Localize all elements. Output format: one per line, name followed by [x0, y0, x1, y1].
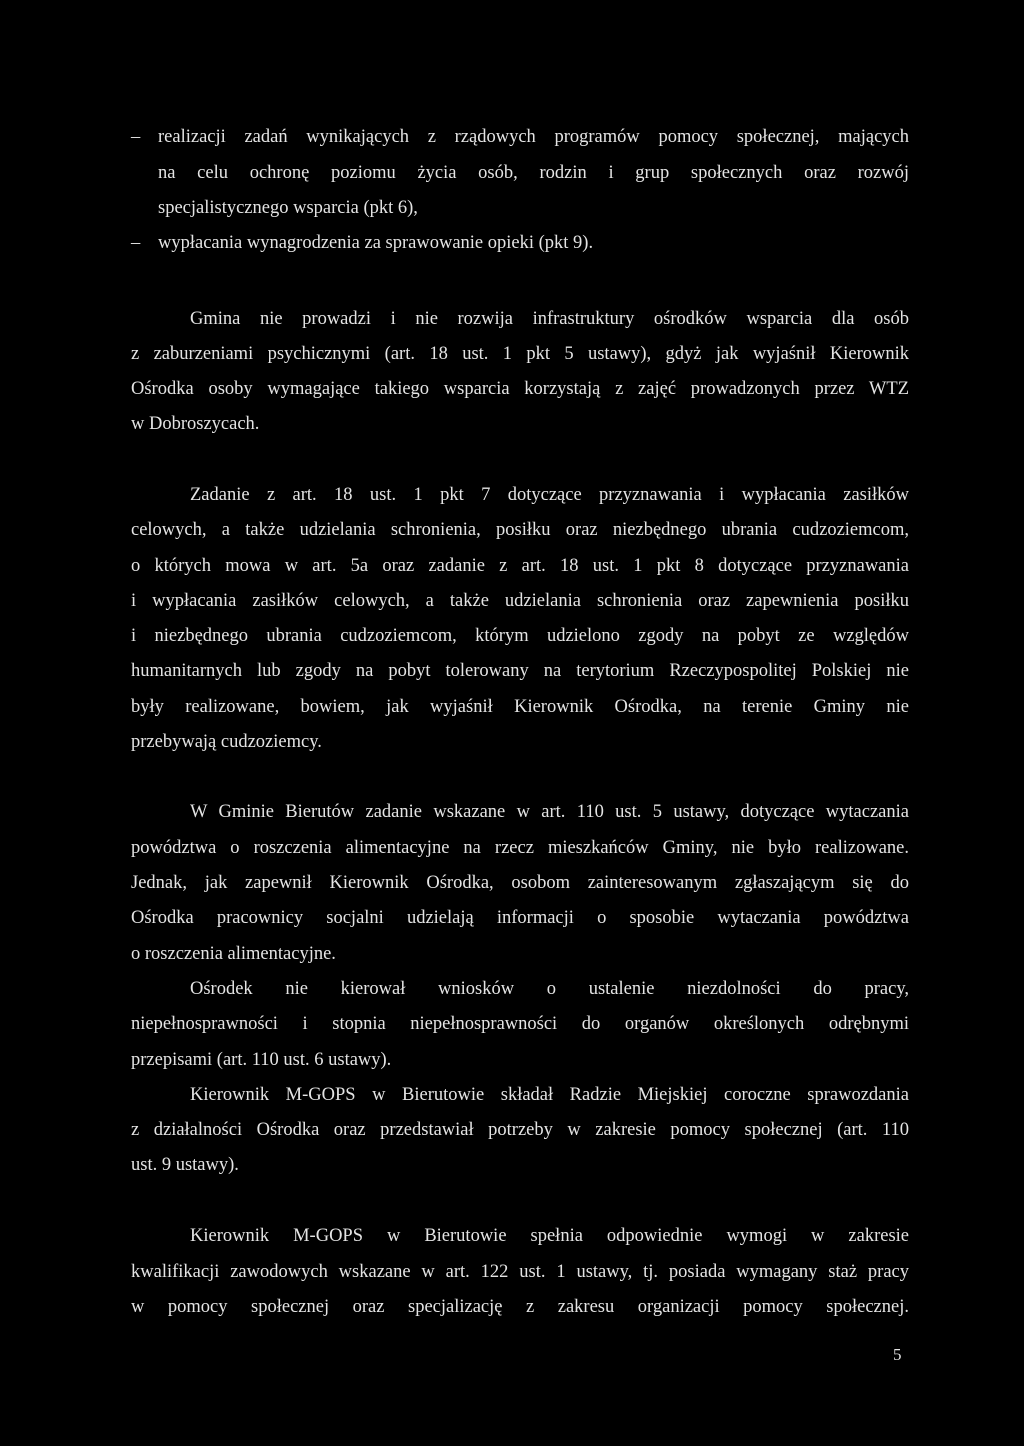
text-line: Zadanie z art. 18 ust. 1 pkt 7 dotyczące przyznawania i wypłacania zasiłków [190, 485, 909, 505]
text-line: Ośrodek nie kierował wniosków o ustalenie niezdolności do pracy, [190, 979, 909, 999]
text-line: przepisami (art. 110 ust. 6 ustawy). [131, 1050, 392, 1070]
text-line: Ośrodka pracownicy socjalni udzielają informacji o sposobie wytaczania powództwa [131, 908, 909, 928]
text-line: celowych, a także udzielania schronienia, posiłku oraz niezbędnego ubrania cudzoziemcom, [131, 520, 909, 540]
text-line: niepełnosprawności i stopnia niepełnosprawności do organów określonych odrębnymi [131, 1014, 909, 1034]
text-line: o roszczenia alimentacyjne. [131, 944, 336, 964]
bullet-dash: – [131, 127, 141, 147]
page-number: 5 [893, 1345, 902, 1364]
text-line: o których mowa w art. 5a oraz zadanie z art. 18 ust. 1 pkt 8 dotyczące przyznawania [131, 556, 909, 576]
text-line: Ośrodka osoby wymagające takiego wsparcia korzystają z zajęć prowadzonych przez WTZ [131, 379, 909, 399]
text-line: były realizowane, bowiem, jak wyjaśnił Kierownik Ośrodka, na terenie Gminy nie [131, 697, 909, 717]
text-line: specjalistycznego wsparcia (pkt 6), [158, 198, 418, 218]
text-line: z zaburzeniami psychicznymi (art. 18 ust. 1 pkt 5 ustawy), gdyż jak wyjaśnił Kierownik [131, 344, 909, 364]
text-line: Jednak, jak zapewnił Kierownik Ośrodka, osobom zainteresowanym zgłaszającym się do [131, 873, 909, 893]
text-line: Kierownik M-GOPS w Bierutowie składał Radzie Miejskiej coroczne sprawozdania [190, 1085, 909, 1105]
text-line: z działalności Ośrodka oraz przedstawiał potrzeby w zakresie pomocy społecznej (art. 110 [131, 1120, 909, 1140]
text-line: przebywają cudzoziemcy. [131, 732, 322, 752]
text-line: i wypłacania zasiłków celowych, a także udzielania schronienia oraz zapewnienia posiłku [131, 591, 909, 611]
text-line: Gmina nie prowadzi i nie rozwija infrastruktury ośrodków wsparcia dla osób [190, 309, 909, 329]
text-line: humanitarnych lub zgody na pobyt tolerowany na terytorium Rzeczypospolitej Polskiej nie [131, 661, 909, 681]
text-line: W Gminie Bierutów zadanie wskazane w art. 110 ust. 5 ustawy, dotyczące wytaczania [190, 802, 909, 822]
text-line: kwalifikacji zawodowych wskazane w art. 122 ust. 1 ustawy, tj. posiada wymagany staż pracy [131, 1262, 909, 1282]
text-line: realizacji zadań wynikających z rządowych programów pomocy społecznej, mających [158, 127, 909, 147]
text-line: na celu ochronę poziomu życia osób, rodzin i grup społecznych oraz rozwój [158, 163, 909, 183]
bullet-dash: – [131, 233, 141, 253]
text-line: Kierownik M-GOPS w Bierutowie spełnia odpowiednie wymogi w zakresie [190, 1226, 909, 1246]
text-line: i niezbędnego ubrania cudzoziemcom, którym udzielono zgody na pobyt ze względów [131, 626, 909, 646]
text-line: ust. 9 ustawy). [131, 1155, 239, 1175]
text-line: w pomocy społecznej oraz specjalizację z zakresu organizacji pomocy społecznej. [131, 1297, 909, 1317]
text-line: powództwa o roszczenia alimentacyjne na rzecz mieszkańców Gminy, nie było realizowane. [131, 838, 909, 858]
text-line: w Dobroszycach. [131, 414, 260, 434]
text-line: wypłacania wynagrodzenia za sprawowanie opieki (pkt 9). [158, 233, 594, 253]
